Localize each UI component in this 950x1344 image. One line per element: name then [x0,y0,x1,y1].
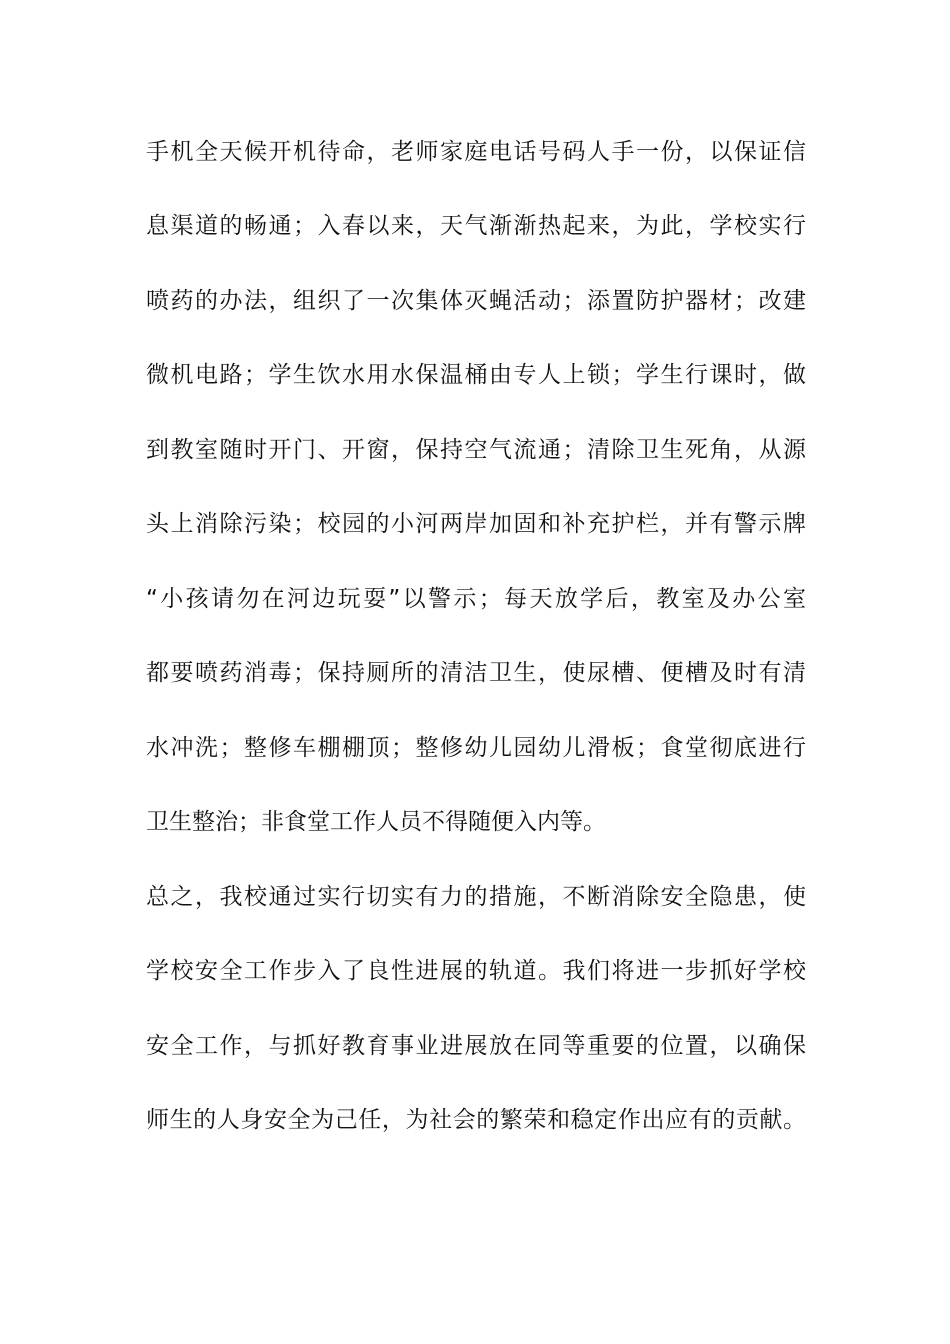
text-line: 水冲洗；整修车棚棚顶；整修幼儿园幼儿滑板；食堂彻底进行 [146,735,806,761]
text-line: 总之，我校通过实行切实有力的措施，不断消除安全隐患，使 [146,884,806,910]
text-line: “小孩请勿在河边玩耍”以警示；每天放学后，教室及办公室 [146,586,806,612]
text-line: 卫生整治；非食堂工作人员不得随便入内等。 [146,809,606,835]
text-line: 微机电路；学生饮水用水保温桶由专人上锁；学生行课时，做 [146,362,806,388]
text-line: 安全工作，与抓好教育事业进展放在同等重要的位置，以确保 [146,1033,806,1059]
text-line: 学校安全工作步入了良性进展的轨道。我们将进一步抓好学校 [146,958,806,984]
text-line: 喷药的办法，组织了一次集体灭蝇活动；添置防护器材；改建 [146,288,806,314]
text-line: 息渠道的畅通；入春以来，天气渐渐热起来，为此，学校实行 [146,213,806,239]
text-line: 手机全天候开机待命，老师家庭电话号码人手一份，以保证信 [146,139,806,165]
text-line: 都要喷药消毒；保持厕所的清洁卫生，使尿槽、便槽及时有清 [146,660,806,686]
text-line: 师生的人身安全为己任，为社会的繁荣和稳定作出应有的贡献。 [146,1107,806,1133]
text-line: 到教室随时开门、开窗，保持空气流通；清除卫生死角，从源 [146,437,806,463]
text-line: 头上消除污染；校园的小河两岸加固和补充护栏，并有警示牌 [146,511,806,537]
